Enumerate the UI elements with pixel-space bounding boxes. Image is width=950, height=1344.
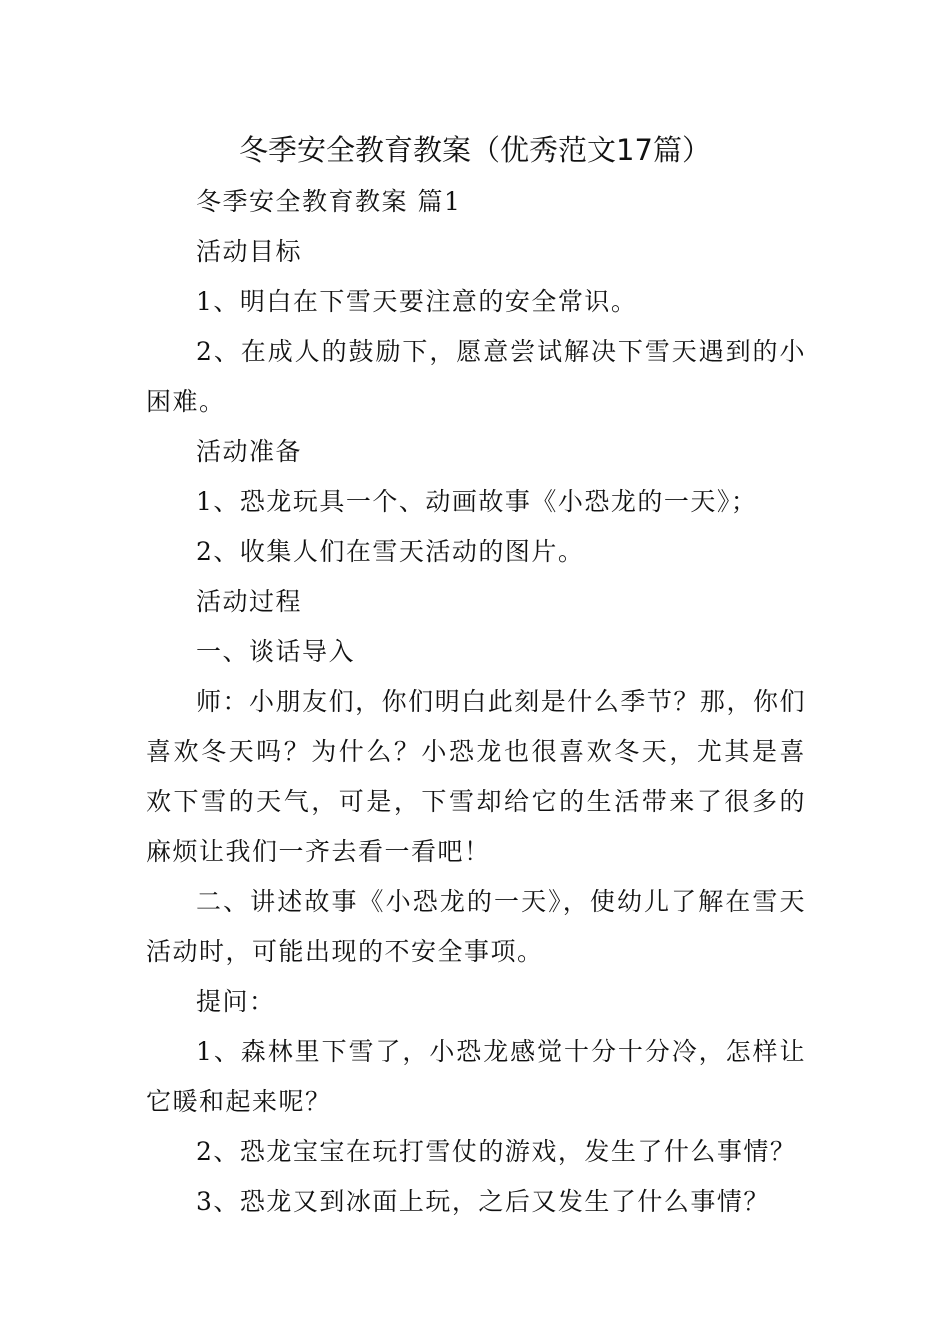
paragraph: 2、在成人的鼓励下，愿意尝试解决下雪天遇到的小困难。 [146,337,806,416]
paragraph: 二、讲述故事《小恐龙的一天》，使幼儿了解在雪天活动时，可能出现的不安全事项。 [146,887,806,966]
paragraph: 2、收集人们在雪天活动的图片。 [196,537,585,566]
paragraph: 3、恐龙又到冰面上玩，之后又发生了什么事情？ [196,1187,770,1216]
paragraph: 1、恐龙玩具一个、动画故事《小恐龙的一天》； [196,487,758,516]
document-title: 冬季安全教育教案（优秀范文17篇） [239,133,711,167]
section-heading: 冬季安全教育教案 篇1 [196,187,462,216]
subheading-goals: 活动目标 [196,237,303,266]
paragraph: 1、明白在下雪天要注意的安全常识。 [196,287,638,316]
paragraph: 提问： [196,987,276,1016]
subheading-process: 活动过程 [196,587,303,616]
subheading-preparation: 活动准备 [196,437,303,466]
paragraph: 师：小朋友们，你们明白此刻是什么季节？那，你们喜欢冬天吗？为什么？小恐龙也很喜欢冬天，尤其是喜欢下雪的天气，可是，下雪却给它的生活带来了很多的麻烦让我们一齐去看一看吧！ [146,687,806,866]
paragraph: 一、谈话导入 [196,637,356,666]
paragraph: 1、森林里下雪了，小恐龙感觉十分十分冷，怎样让它暖和起来呢？ [146,1037,806,1116]
paragraph: 2、恐龙宝宝在玩打雪仗的游戏，发生了什么事情？ [196,1137,797,1166]
